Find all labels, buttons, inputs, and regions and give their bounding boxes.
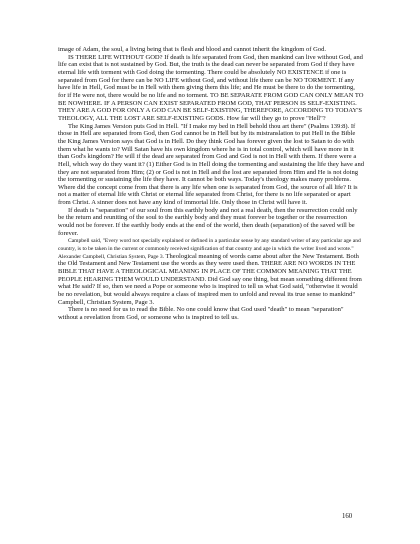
- paragraph-3: The King James Version puts God in Hell. "If I make my bed in Hell behold thou art there" (Psalms 139:8). If those in Hell are separated from God, then God cannot be in Hell but by its mistranslation to put Hell in the Bible the King James Version says that God is in Hell. Do they think God has forever given the lost to Satan to do with them what he wants to? Will Satan have his own kingdom where he is in total control, which will have more in it than God's kingdom? He will if the dead are separated from God and God is not in Hell with them. If there were a Hell, which way do they want it? (1) Either God is in Hell doing the tormenting and sustaining the life they have and they are not separated from Him; (2) or God is not in Hell and the lost are separated from Him and He is not doing the tormenting or sustaining the life they have. It cannot be both ways. Today's theology makes many problems. Where did the concept come from that there is any life when one is separated from God, the source of all life? It is not a matter of eternal life with Christ or eternal life separated from Christ, for there is no life separated or apart from Christ. A sinner does not have any kind of immortal life. Only those in Christ will have it.: [58, 122, 364, 207]
- paragraph-5-continuation: Theological meaning of words came about after the New Testament. Both the Old Testament and New Testament use the words as they were used then. THERE ARE NO WORDS IN THE BIBLE THAT HAVE A THEOLOGICAL MEANING IN PLACE OF THE COMMON MEANING THAT THE PEOPLE HEARING THEM WOULD UNDERSTAND. Did God say one thing, but mean something different from what He said? If so, then we need a Pope or someone who is inspired to tell us what God said, "otherwise it would be no revelation, but would always require a class of inspired men to unfold and reveal its true sense to mankind" Campbell, Christian System, Page 3.: [58, 252, 362, 306]
- campbell-quote: Campbell said, "Every word not specially explained or defined in a particular sense by any standard writer of any particular age and country, is to be taken in the current or commonly received signification of that country and age in which the writer lived and wrote." Alexander Campbell, Christian System, Page 3.: [58, 238, 361, 260]
- paragraph-4: If death is "separation" of our soul from this earthly body and not a real death, then the resurrection could only be the return and reuniting of the soul to the earthly body and they must forever be together or the resurrection would not be forever. If the earthly body ends at the end of the world, then death (separation) of the saved will be forever.: [58, 206, 358, 237]
- paragraph-5: [58, 237, 364, 306]
- page-number: 160: [342, 513, 353, 520]
- body-text: [58, 46, 364, 322]
- paragraph-1: image of Adam, the soul, a living being that is flesh and blood and cannot inherit the kingdom of God.: [58, 46, 327, 53]
- paragraph-6: There is no need for us to read the Bible. No one could know that God used "death" to mean "separation" without a revelation from God, or someone who is inspired to tell us.: [58, 306, 344, 321]
- paragraph-2: IS THERE LIFE WITHOUT GOD? If death is life separated from God, then mankind can live without God, and life can exist that is not sustained by God. But, the truth is the dead can never be separated from God if they have eternal life with torment with God doing the tormenting. There could be absolutely NO EXISTENCE if one is separated from God for there can be NO LIFE without God, and without life there can be NO TORMENT. If any have life in Hell, God must be in Hell with them giving them this life; and He must be there to do the tormenting, for if He were not, there would be no life and no torment. TO BE SEPARATE FROM GOD CAN ONLY MEAN TO BE NOWHERE. IF A PERSON CAN EXIST SEPARATED FROM GOD, THAT PERSON IS SELF-EXISTING. THEY ARE A GOD FOR ONLY A GOD CAN BE SELF-EXISTING, THEREFORE, ACCORDING TO TODAY'S THEOLOGY, ALL THE LOST ARE SELF-EXISTING GODS. How far will they go to prove "Hell"?: [58, 53, 364, 122]
